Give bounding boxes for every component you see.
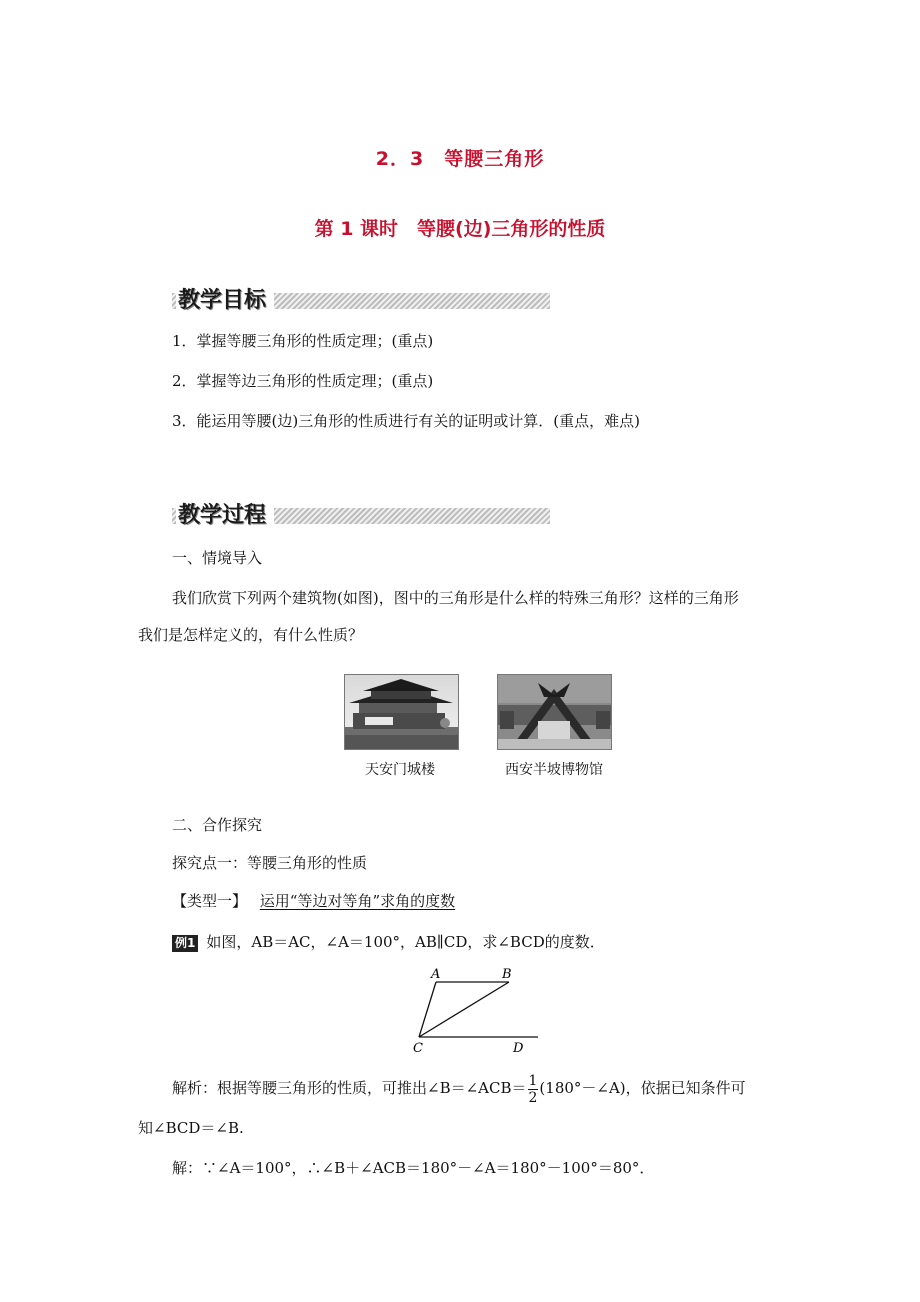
intro-paragraph-line: 我们是怎样定义的，有什么性质？ [138,626,364,644]
tiananmen-illustration [345,675,458,749]
fraction-denominator: 2 [528,1089,538,1106]
objectives-banner [172,283,550,313]
banpo-museum-illustration [498,675,611,749]
lesson-title: 2．3 等腰三角形 [375,148,545,170]
example-text: 如图，AB＝AC，∠A＝100°，AB∥CD，求∠BCD的度数． [206,933,605,951]
example-tag: 例1 [172,935,198,952]
objective-item: 3．能运用等腰(边)三角形的性质进行有关的证明或计算．(重点，难点) [172,412,640,430]
objective-item: 1．掌握等腰三角形的性质定理；(重点) [172,332,434,350]
example-line [172,932,605,952]
solution-line: 解：∵∠A＝100°，∴∠B＋∠ACB＝180°－∠A＝180°－100°＝80°． [172,1159,655,1177]
process-banner-label: 教学过程 [176,498,274,529]
process-banner [172,498,550,528]
type-title: 运用“等边对等角”求角的度数 [259,892,456,910]
section-heading: 二、合作探究 [172,816,263,834]
analysis-line [172,1070,746,1106]
fraction-numerator: 1 [528,1072,538,1089]
analysis-text-post: (180°－∠A)，依据已知条件可 [539,1079,746,1097]
fraction-one-half [528,1073,539,1106]
objective-item: 2．掌握等边三角形的性质定理；(重点) [172,372,434,390]
objectives-banner-label: 教学目标 [176,283,274,314]
point-label-a: A [431,967,441,982]
analysis-text-pre: 解析：根据等腰三角形的性质，可推出∠B＝∠ACB＝ [172,1079,527,1097]
figure-caption: 西安半坡博物馆 [505,762,603,778]
type-tag: 【类型一】 [172,892,248,910]
point-label-b: B [502,967,512,982]
segment-bc [419,982,509,1037]
intro-paragraph-line: 我们欣赏下列两个建筑物(如图)，图中的三角形是什么样的特殊三角形？这样的三角形 [172,589,739,607]
exploration-point: 探究点一：等腰三角形的性质 [172,854,368,872]
geometry-diagram [406,962,546,1058]
lesson-subtitle: 第 1 课时 等腰(边)三角形的性质 [314,218,606,240]
analysis-line-2: 知∠BCD＝∠B. [138,1119,244,1137]
banpo-museum-photo [497,674,612,750]
figure-caption: 天安门城楼 [365,762,435,778]
section-heading: 一、情境导入 [172,549,263,567]
tiananmen-photo [344,674,459,750]
type-line [172,891,455,911]
point-label-d: D [513,1041,524,1056]
point-label-c: C [413,1041,423,1056]
